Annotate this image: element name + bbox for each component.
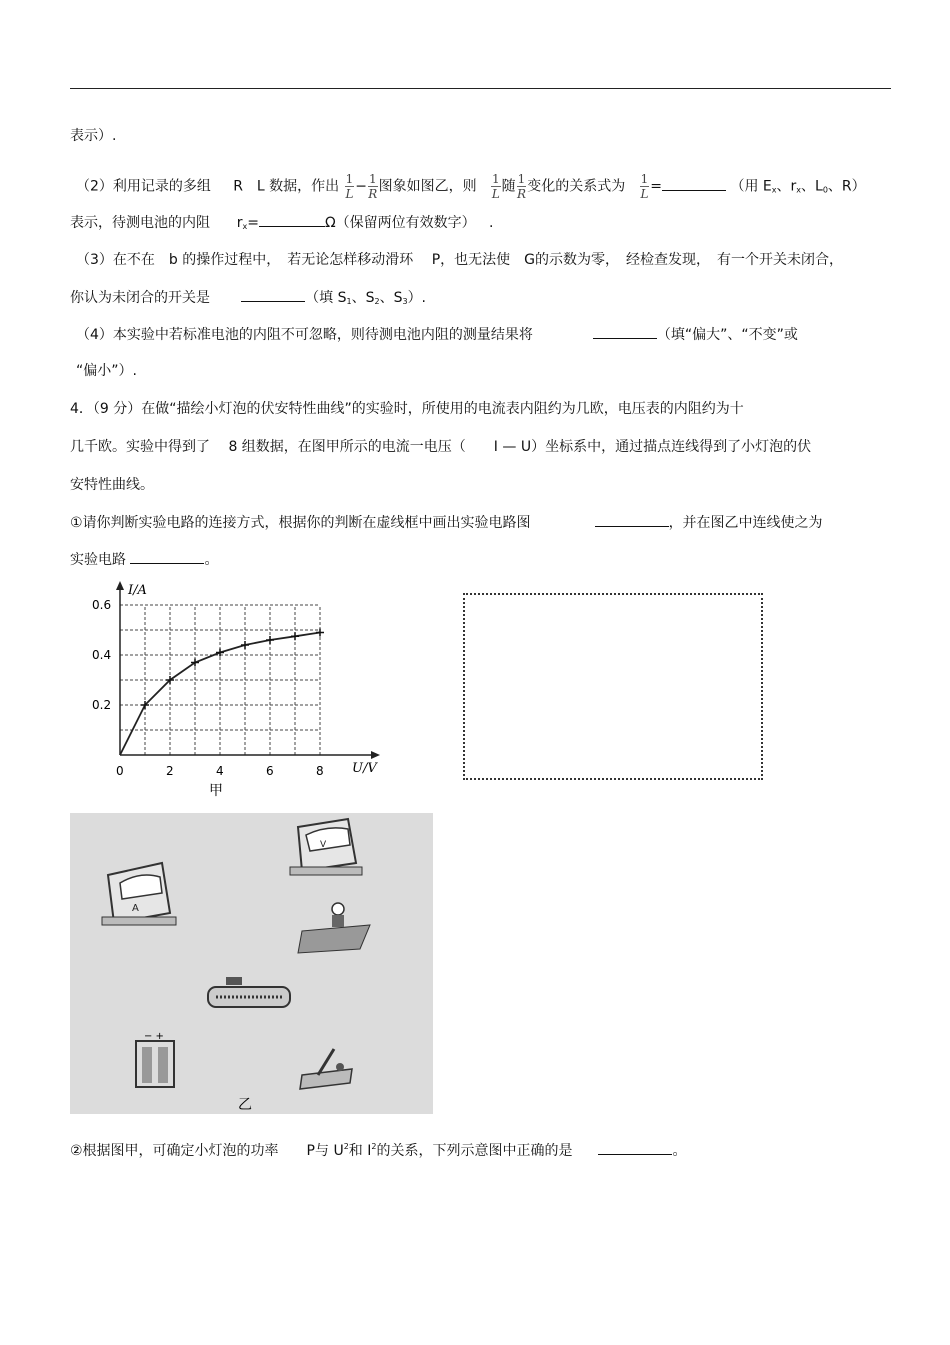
rheostat-icon[interactable] (208, 977, 290, 1007)
svg-text:− +: − + (144, 1031, 164, 1042)
answer-blank[interactable] (595, 512, 669, 527)
photo-caption: 乙 (238, 1097, 252, 1113)
answer-blank[interactable] (130, 549, 204, 564)
bulb-icon[interactable] (298, 903, 370, 953)
fraction-1-over-r-2: $\frac{1}{R}$ (516, 172, 526, 201)
q2-line-2: 表示，待测电池的内阻 $r_x= \Omega$（保留两位有效数字） . (70, 212, 493, 237)
battery-icon[interactable] (136, 1031, 174, 1087)
apparatus-photo (70, 813, 433, 1114)
fraction-1-over-r: $\frac{1}{R}$ (368, 172, 378, 201)
x-tick-label: 8 (316, 764, 324, 778)
fraction-1-over-l-3: $\frac{1}{L}$ (640, 172, 649, 201)
data-point (266, 636, 274, 644)
answer-blank[interactable] (662, 176, 726, 191)
q2-line-1: （2）利用记录的多组 R L 数据，作出 $\frac{1}{L}$ − $\frac{1}{R}$ 图象如图乙，则 $\frac{1}{L}$ 随 $\frac{1}{R}$ 变化的关系式为 $\frac{1}{L}$ = （用 $E_x$、$r_x$、$L_0$、R） (76, 172, 866, 201)
data-point (241, 641, 249, 649)
chart-caption: 甲 (209, 783, 223, 799)
fraction-1-over-l-2: $\frac{1}{L}$ (491, 172, 500, 201)
header-rule (70, 88, 891, 89)
p4-line-5: 实验电路 。 (70, 549, 218, 570)
svg-text:A: A (132, 903, 139, 914)
p4-line-6: ②根据图甲，可确定小灯泡的功率 P与 $U^2$和 $I^2$的关系，下列示意图中正确的是 。 (70, 1142, 687, 1159)
chart-axes (116, 581, 380, 759)
fraction-1-over-l: $\frac{1}{L}$ (345, 172, 354, 201)
x-tick-label: 6 (266, 764, 274, 778)
iu-characteristic-chart (70, 578, 390, 803)
y-tick-label: 0.2 (92, 698, 112, 712)
svg-text:V: V (320, 840, 327, 850)
chart-grid (120, 605, 320, 755)
text-line-1: 表示）. (70, 128, 117, 144)
x-axis-arrow (371, 751, 380, 759)
voltmeter-icon[interactable] (290, 819, 362, 875)
p4-line-1: 4．（9 分）在做“描绘小灯泡的伏安特性曲线”的实验时，所使用的电流表内阻约为几欧，电压表的内阻约为十 (70, 401, 744, 417)
q3-line-2: 你认为未闭合的开关是 （填 $S_1$、$S_2$、$S_3$）. (70, 287, 426, 312)
switch-icon[interactable] (300, 1049, 352, 1089)
ammeter-icon[interactable] (102, 863, 176, 925)
x-tick-label: 0 (116, 764, 124, 778)
x-axis-label: U/V (352, 761, 377, 776)
y-axis-arrow (116, 581, 124, 590)
q4-line-1: （4）本实验中若标准电池的内阻不可忽略，则待测电池内阻的测量结果将 （填“偏大”、“不变”或 (76, 324, 798, 345)
y-axis-label: I/A (128, 583, 147, 598)
apparatus-drawing (70, 813, 433, 1114)
q3-line-1: （3）在不在 b 的操作过程中， 若无论怎样移动滑环 P，也无法使 G的示数为零， 经检查发现， 有一个开关未闭合， (76, 252, 843, 268)
x-tick-label: 4 (216, 764, 224, 778)
answer-blank[interactable] (593, 324, 657, 339)
answer-blank[interactable] (598, 1140, 672, 1155)
x-tick-label: 2 (166, 764, 174, 778)
y-tick-label: 0.6 (92, 598, 112, 612)
q4-line-2: “偏小”）. (76, 363, 137, 379)
y-tick-label: 0.4 (92, 648, 112, 662)
answer-blank[interactable] (259, 212, 325, 227)
answer-blank[interactable] (241, 287, 305, 302)
p4-line-2: 几千欧。实验中得到了 8 组数据，在图甲所示的电流一电压（ I — U）坐标系中，通过描点连线得到了小灯泡的伏 (70, 439, 812, 455)
data-point (291, 632, 299, 640)
p4-line-4: ①请你判断实验电路的连接方式，根据你的判断在虚线框中画出实验电路图 ，并在图乙中连线使之为 (70, 512, 823, 533)
p4-line-3: 安特性曲线。 (70, 477, 154, 493)
circuit-drawing-box[interactable] (463, 593, 763, 780)
